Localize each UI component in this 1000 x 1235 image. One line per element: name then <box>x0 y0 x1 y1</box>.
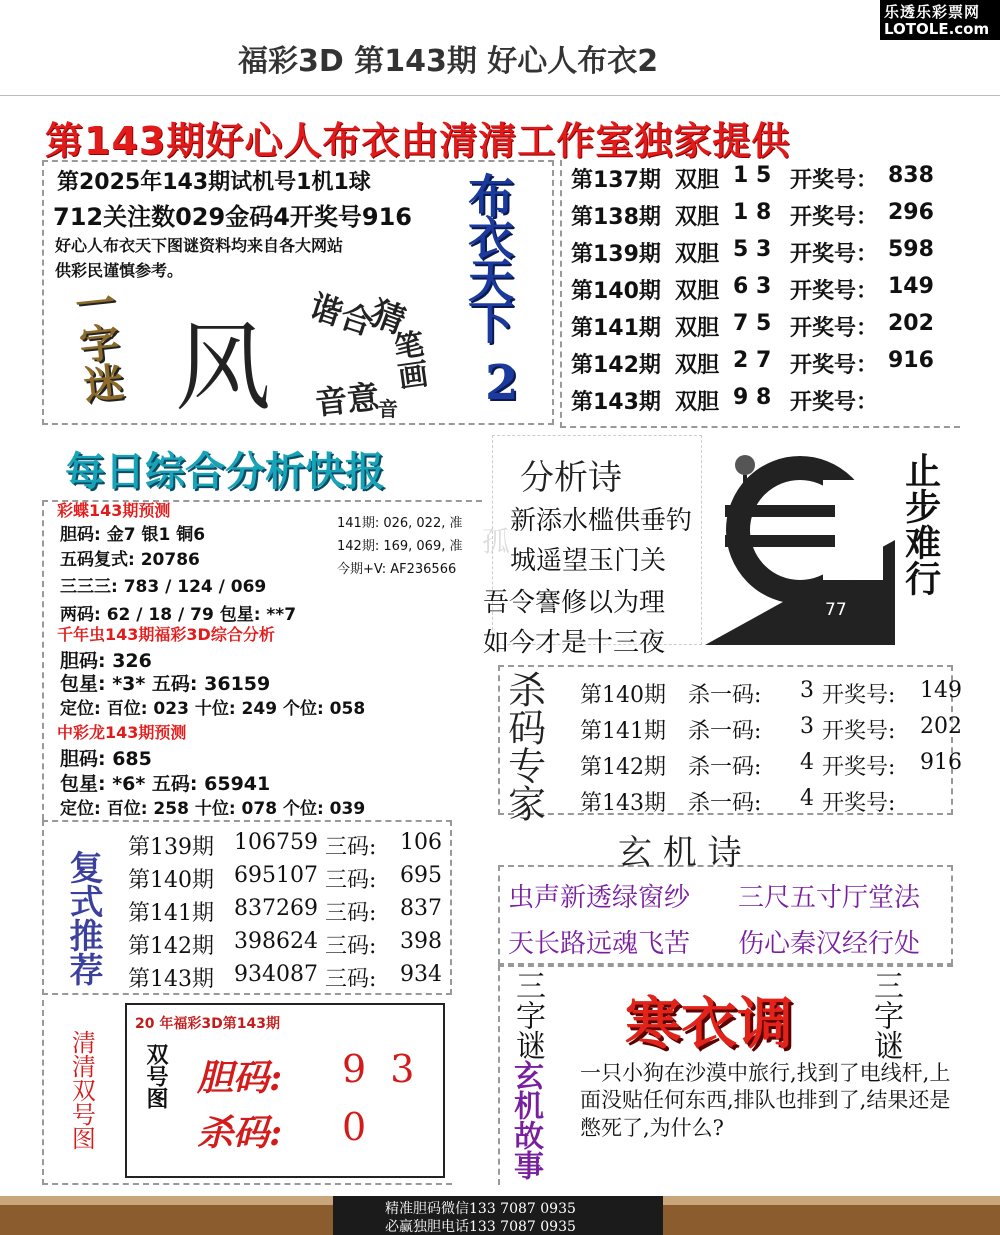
shuanghao-dan-label: 胆码: <box>197 1057 283 1099</box>
xuanji-line2b: 伤心秦汉经行处 <box>738 929 921 959</box>
kill-period: 第141期 <box>580 719 666 744</box>
history-period: 第139期 <box>571 242 661 267</box>
history-result-label: 开奖号： <box>790 168 879 193</box>
history-label: 双胆 <box>675 316 720 341</box>
fushi-period: 第142期 <box>128 934 214 959</box>
kill-number: 3 <box>800 714 814 739</box>
poem-line2: 城遥望玉门关 <box>510 546 667 576</box>
history-digits: 1 8 <box>733 200 772 225</box>
kill-period: 第143期 <box>580 791 666 816</box>
fushi-period: 第140期 <box>128 868 214 893</box>
euro-art-number: 77 <box>825 600 847 620</box>
intro-line1: 第2025年143期试机号1机1球 <box>57 170 371 195</box>
fushi-value: 837 <box>400 896 442 921</box>
shuanghao-sha-label: 杀码: <box>197 1112 283 1154</box>
xuanji-title: 玄 机 诗 <box>618 833 742 873</box>
logo-en: LOTOLE.com <box>884 20 990 38</box>
history-result: 202 <box>888 311 934 336</box>
side-note-line1: 141期: 026, 022, 准 <box>337 516 463 531</box>
kill-number: 4 <box>800 750 814 775</box>
riddle-center-char: 风 <box>175 312 271 424</box>
history-period: 第140期 <box>571 279 661 304</box>
logo-cn: 乐透乐彩票网 <box>884 3 981 21</box>
kill-label: 杀一码: <box>688 791 762 816</box>
kill-result-label: 开奖号: <box>822 755 896 780</box>
fushi-period: 第141期 <box>128 901 214 926</box>
shuanghao-dan-value: 9 3 <box>342 1047 421 1091</box>
story-left-top: 三字谜 <box>510 970 545 1060</box>
history-period: 第142期 <box>571 353 661 378</box>
riddle-left-label: 一字迷 <box>66 280 127 406</box>
header-box <box>0 0 220 95</box>
poem-overlay-char: 孤 <box>482 525 511 558</box>
qian-line2: 包星: *3* 五码: 36159 <box>60 673 271 695</box>
side-note-line3: 今期+V: AF236566 <box>337 562 457 577</box>
caidie-line1: 胆码: 金7 银1 铜6 <box>60 525 206 545</box>
history-label: 双胆 <box>675 205 720 230</box>
history-result-label: 开奖号： <box>790 205 879 230</box>
kill-result: 916 <box>920 750 962 775</box>
daily-title: 每日综合分析快报 <box>65 448 385 495</box>
page-title: 福彩3D 第143期 好心人布衣2 <box>238 44 659 79</box>
riddle-word-sound: 音 <box>378 397 398 421</box>
kill-result-label: 开奖号: <box>822 719 896 744</box>
caidie-title: 彩蝶143期预测 <box>57 501 171 520</box>
fushi-period: 第139期 <box>128 835 214 860</box>
fushi-value: 106 <box>400 830 442 855</box>
fushi-value: 934 <box>400 962 442 987</box>
footer-contact <box>333 1196 663 1235</box>
zhong-title: 中彩龙143期预测 <box>57 723 187 742</box>
history-result: 296 <box>888 200 934 225</box>
fushi-label: 三码: <box>325 967 377 992</box>
zhong-line3: 定位: 百位: 258 十位: 078 个位: 039 <box>60 799 366 819</box>
side-note-line2: 142期: 169, 069, 准 <box>337 539 463 554</box>
riddle-word-harmony: 谐合 <box>305 286 378 343</box>
fushi-label: 三码: <box>325 934 377 959</box>
shuanghao-card <box>125 1003 445 1178</box>
kill-title: 杀码专家 <box>501 670 546 822</box>
story-right-top: 三字谜 <box>868 970 903 1060</box>
kill-label: 杀一码: <box>688 755 762 780</box>
history-label: 双胆 <box>675 390 720 415</box>
history-result-label: 开奖号： <box>790 279 879 304</box>
history-digits: 5 3 <box>733 237 772 262</box>
poem-side-title: 止步难行 <box>899 452 942 596</box>
qian-line1: 胆码: 326 <box>60 650 152 672</box>
kill-period: 第142期 <box>580 755 666 780</box>
kill-result-label: 开奖号: <box>822 791 896 816</box>
header-divider <box>0 95 1000 96</box>
fushi-code: 398624 <box>234 929 318 954</box>
kill-period: 第140期 <box>580 683 666 708</box>
fushi-code: 695107 <box>234 863 318 888</box>
story-text: 一只小狗在沙漠中旅行,找到了电线杆,上面没贴任何东西,排队也排到了,结果还是憋死了,为什么? <box>580 1061 951 1140</box>
qian-title: 千年虫143期福彩3D综合分析 <box>57 625 275 644</box>
zhong-line1: 胆码: 685 <box>60 748 152 770</box>
fushi-label: 三码: <box>325 835 377 860</box>
caidie-line4: 两码: 62 / 18 / 79 包星: **7 <box>60 605 297 625</box>
shuanghao-side-title: 清清双号图 <box>67 1030 96 1150</box>
riddle-word-stroke: 笔画 <box>385 327 430 393</box>
brand-title: 布衣天下 <box>461 172 515 340</box>
history-period: 第143期 <box>571 390 661 415</box>
fushi-value: 695 <box>400 863 442 888</box>
caidie-line3: 三三三: 783 / 124 / 069 <box>60 577 267 597</box>
kill-result: 202 <box>920 714 962 739</box>
euro-illustration <box>705 440 895 645</box>
history-result: 598 <box>888 237 934 262</box>
fushi-title: 复式推荐 <box>63 850 103 986</box>
fushi-label: 三码: <box>325 868 377 893</box>
zhong-line2: 包星: *6* 五码: 65941 <box>60 773 271 795</box>
history-result-label: 开奖号： <box>790 390 879 415</box>
history-label: 双胆 <box>675 279 720 304</box>
history-result: 838 <box>888 163 934 188</box>
kill-result-label: 开奖号: <box>822 683 896 708</box>
poem-title: 分析诗 <box>520 458 622 498</box>
kill-label: 杀一码: <box>688 719 762 744</box>
poem-line4: 如今才是十三夜 <box>483 628 666 658</box>
history-result: 149 <box>888 274 934 299</box>
fushi-period: 第143期 <box>128 967 214 992</box>
history-result: 916 <box>888 348 934 373</box>
shuanghao-sha-value: 0 <box>342 1105 367 1149</box>
riddle-word-meaning: 音意 <box>313 377 382 423</box>
history-result-label: 开奖号： <box>790 316 879 341</box>
xuanji-line1a: 虫声新透绿窗纱 <box>508 883 691 913</box>
history-result-label: 开奖号： <box>790 242 879 267</box>
footer-line2: 必赢独胆电话133 7087 0935 <box>385 1219 576 1235</box>
history-digits: 7 5 <box>733 311 772 336</box>
kill-number: 3 <box>800 678 814 703</box>
fushi-code: 106759 <box>234 830 318 855</box>
xuanji-line2a: 天长路远魂飞苦 <box>508 929 691 959</box>
main-banner: 第143期好心人布衣由清清工作室独家提供 <box>45 119 791 163</box>
shuanghao-card-side: 双号图 <box>143 1043 169 1109</box>
history-digits: 1 5 <box>733 163 772 188</box>
intro-line3: 好心人布衣天下图谜资料均来自各大网站 <box>55 236 344 255</box>
history-label: 双胆 <box>675 242 720 267</box>
intro-line4: 供彩民谨慎参考。 <box>55 261 184 280</box>
history-digits: 6 3 <box>733 274 772 299</box>
history-period: 第138期 <box>571 205 661 230</box>
riddle-word-guess: 猜 <box>364 293 411 343</box>
kill-label: 杀一码: <box>688 683 762 708</box>
brand-number: 2 <box>485 355 519 411</box>
footer-line1: 精准胆码微信133 7087 0935 <box>385 1201 576 1217</box>
fushi-code: 837269 <box>234 896 318 921</box>
caidie-line2: 五码复式: 20786 <box>60 550 200 570</box>
history-digits: 2 7 <box>733 348 772 373</box>
history-result-label: 开奖号： <box>790 353 879 378</box>
xuanji-line1b: 三尺五寸厅堂法 <box>738 883 921 913</box>
qian-line3: 定位: 百位: 023 十位: 249 个位: 058 <box>60 699 366 719</box>
fushi-code: 934087 <box>234 962 318 987</box>
kill-number: 4 <box>800 786 814 811</box>
history-period: 第137期 <box>571 168 661 193</box>
site-logo[interactable] <box>880 0 1000 40</box>
poem-line1: 新添水槛供垂钓 <box>510 506 693 536</box>
kill-result: 149 <box>920 678 962 703</box>
shuanghao-card-header: 20 年福彩3D第143期 <box>135 1016 280 1032</box>
fushi-value: 398 <box>400 929 442 954</box>
history-digits: 9 8 <box>733 385 772 410</box>
history-label: 双胆 <box>675 353 720 378</box>
history-period: 第141期 <box>571 316 661 341</box>
history-label: 双胆 <box>675 168 720 193</box>
story-title: 寒衣调 <box>625 991 793 1057</box>
intro-line2: 712关注数029金码4开奖号916 <box>53 203 412 231</box>
story-left-bottom: 玄机故事 <box>508 1060 543 1180</box>
fushi-label: 三码: <box>325 901 377 926</box>
poem-line3: 吾令謇修以为理 <box>483 588 666 618</box>
